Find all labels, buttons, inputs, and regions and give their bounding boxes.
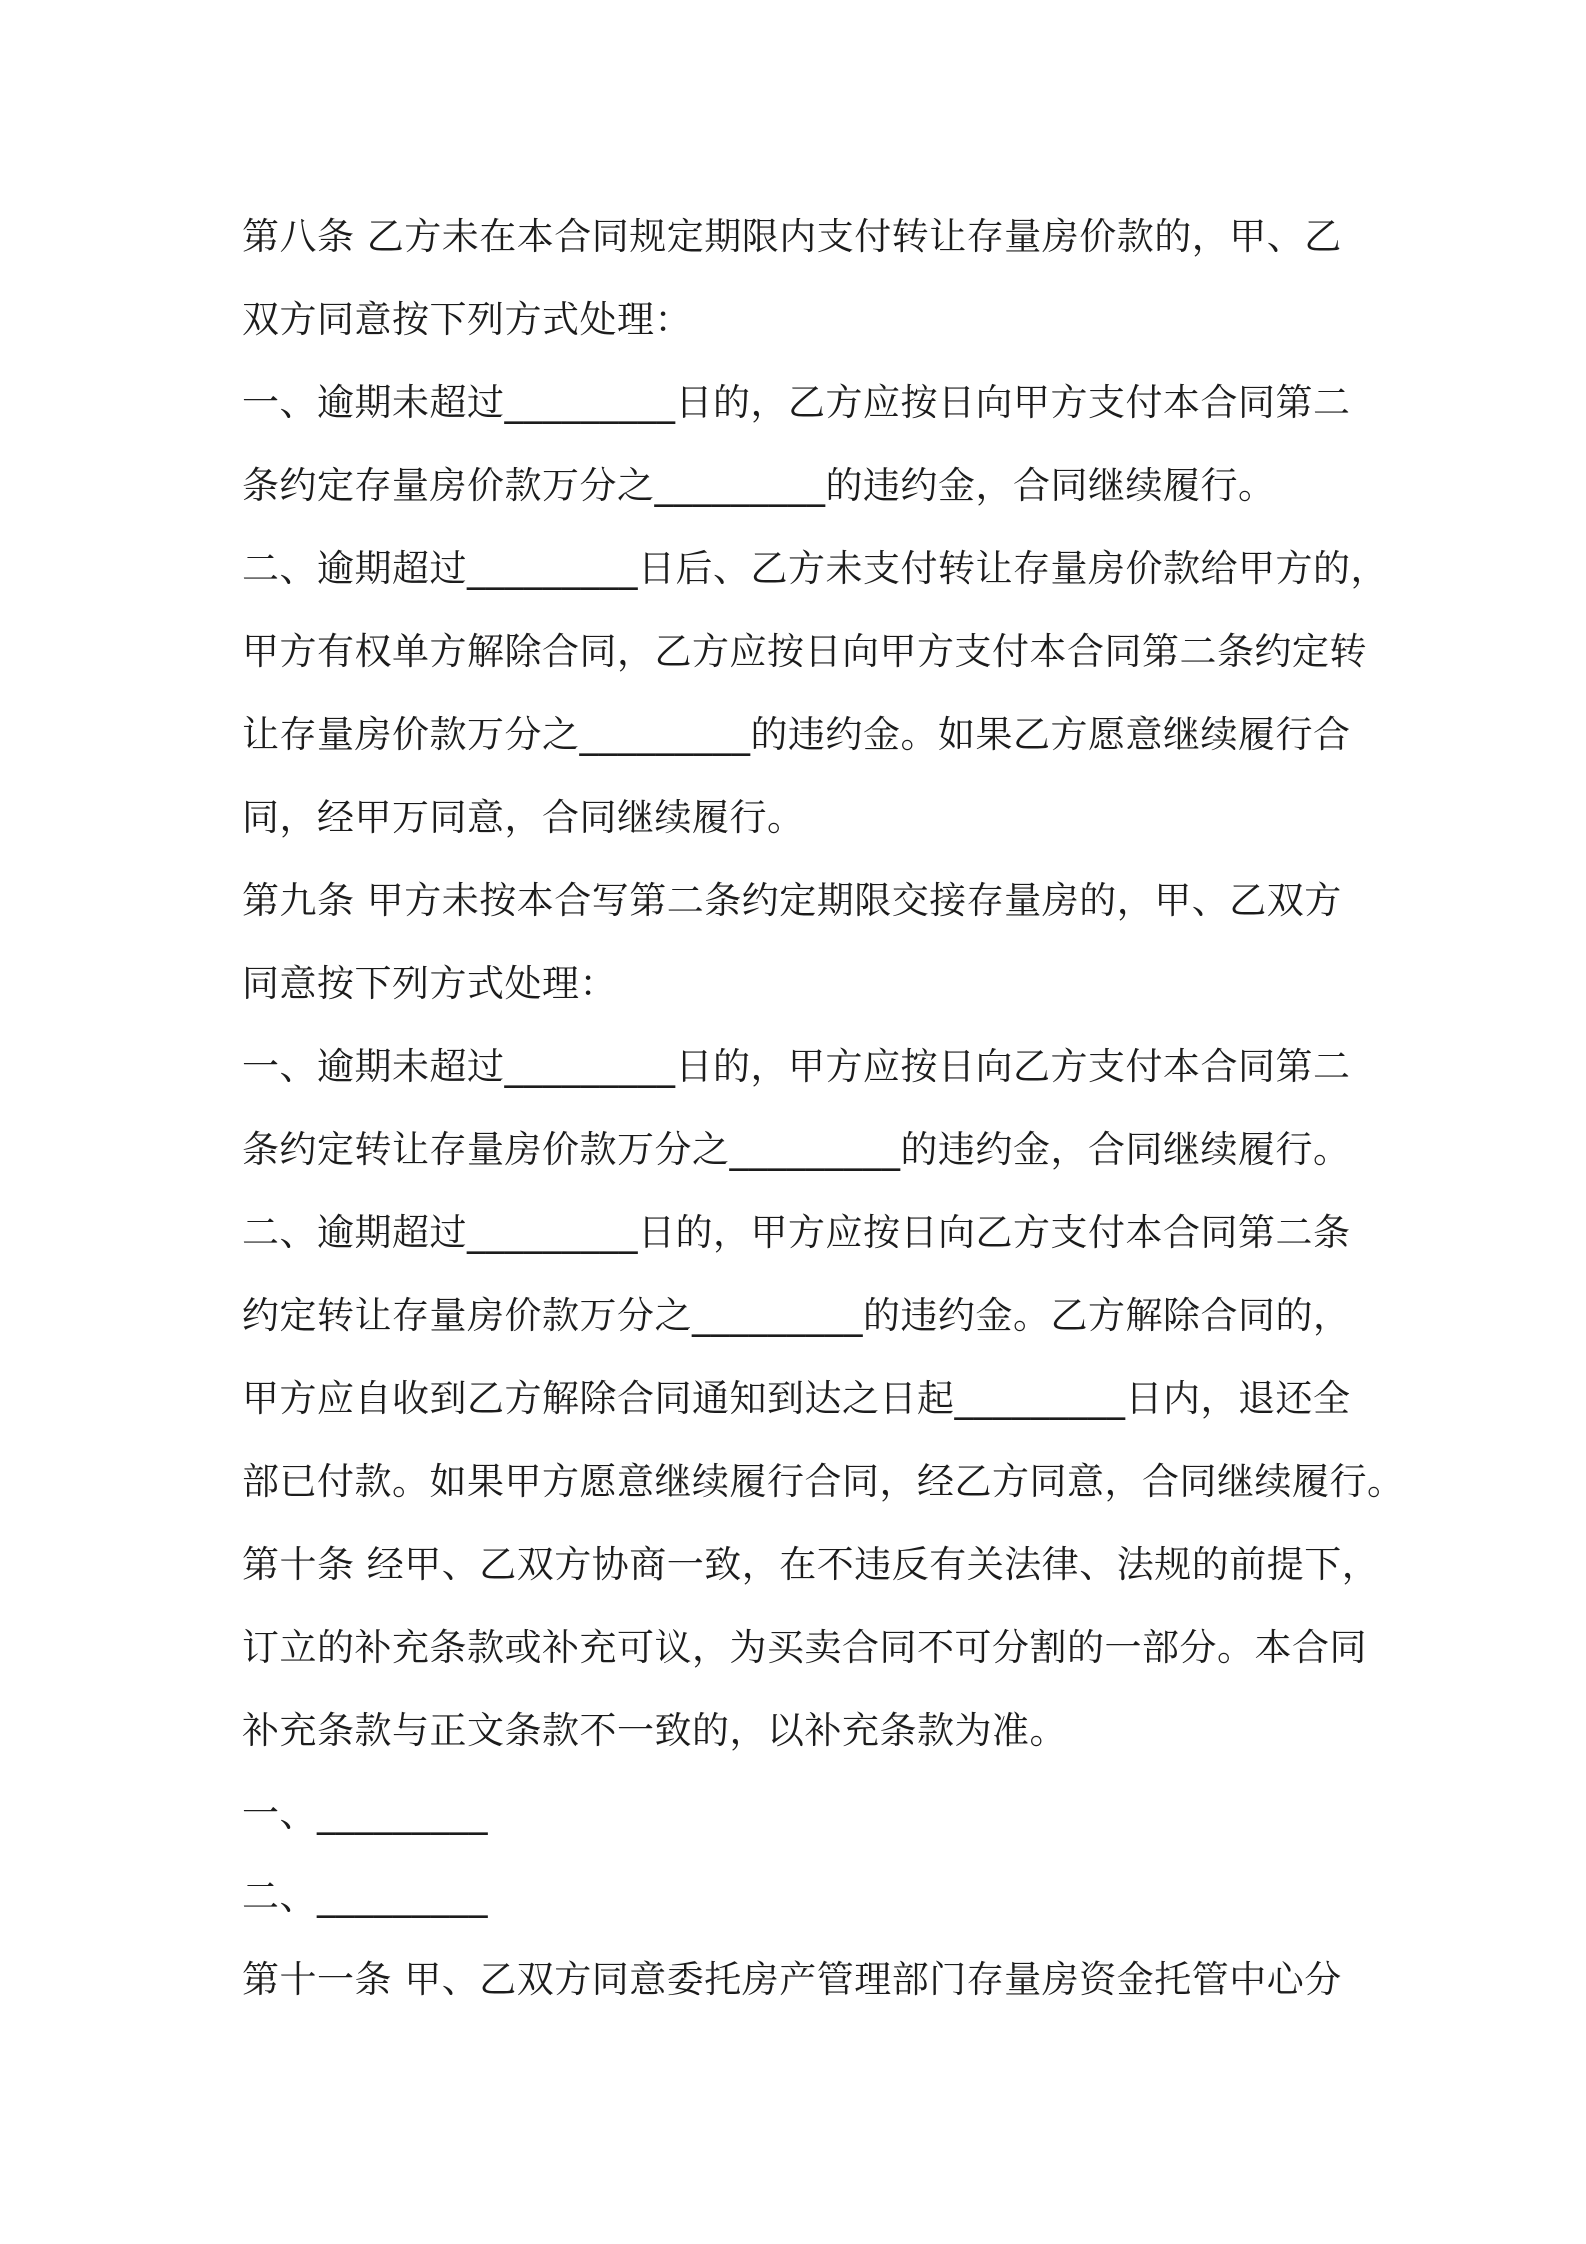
blank-clause-line: 二、_________ (242, 1875, 488, 1918)
clause-line: 二、逾期超过_________日的，甲方应按日向乙方支付本合同第二条 (242, 1211, 1351, 1254)
contract-text-body (242, 195, 1405, 2021)
text-line: 甲方有权单方解除合同，乙方应按日向甲方支付本合同第二条约定转 (242, 630, 1367, 673)
text-line: 部已付款。如果甲方愿意继续履行合同，经乙方同意，合同继续履行。 (242, 1460, 1405, 1503)
article-10-heading-line: 第十条 经甲、乙双方协商一致，在不违反有关法律、法规的前提下， (242, 1543, 1380, 1586)
text-line: 同意按下列方式处理： (242, 962, 617, 1005)
blank-clause-line: 一、_________ (242, 1792, 488, 1835)
text-line: 让存量房价款万分之_________的违约金。如果乙方愿意继续履行合 (242, 713, 1351, 756)
text-line: 甲方应自收到乙方解除合同通知到达之日起_________日内，退还全 (242, 1377, 1351, 1420)
article-9-heading-line: 第九条 甲方未按本合写第二条约定期限交接存量房的，甲、乙双方 (242, 879, 1342, 922)
article-8-heading-line: 第八条 乙方未在本合同规定期限内支付转让存量房价款的，甲、乙 (242, 215, 1342, 258)
clause-line: 二、逾期超过_________日后、乙方未支付转让存量房价款给甲方的， (242, 547, 1388, 590)
text-line: 条约定存量房价款万分之_________的违约金，合同继续履行。 (242, 464, 1276, 507)
text-line: 补充条款与正文条款不一致的，以补充条款为准。 (242, 1709, 1067, 1752)
text-line: 订立的补充条款或补充可议，为买卖合同不可分割的一部分。本合同 (242, 1626, 1367, 1669)
text-line: 同，经甲万同意，合同继续履行。 (242, 796, 805, 839)
text-line: 条约定转让存量房价款万分之_________的违约金，合同继续履行。 (242, 1128, 1351, 1171)
text-line: 约定转让存量房价款万分之_________的违约金。乙方解除合同的， (242, 1294, 1351, 1337)
text-line: 双方同意按下列方式处理： (242, 298, 692, 341)
clause-line: 一、逾期未超过_________日的，甲方应按日向乙方支付本合同第二 (242, 1045, 1351, 1088)
article-11-heading-line: 第十一条 甲、乙双方同意委托房产管理部门存量房资金托管中心分 (242, 1958, 1342, 2001)
clause-line: 一、逾期未超过_________日的，乙方应按日向甲方支付本合同第二 (242, 381, 1351, 424)
